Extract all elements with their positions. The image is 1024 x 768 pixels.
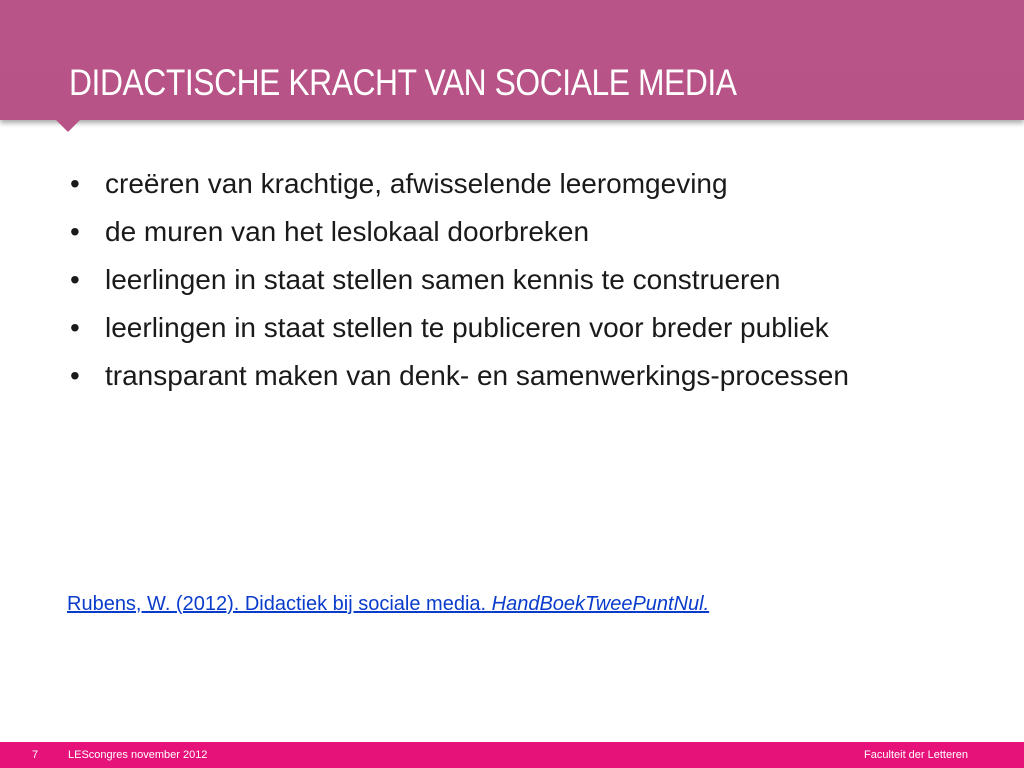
bullet-icon: • xyxy=(70,312,80,343)
list-item xyxy=(64,356,964,396)
bullet-icon: • xyxy=(70,168,80,199)
header-pointer-shape xyxy=(56,120,80,132)
slide-header xyxy=(0,0,1024,120)
bullet-text: leerlingen in staat stellen te publiceren voor breder publiek xyxy=(105,312,829,343)
slide-title: DIDACTISCHE KRACHT VAN SOCIALE MEDIA xyxy=(69,62,737,103)
bullet-list xyxy=(64,164,964,404)
list-item xyxy=(64,260,964,300)
bullet-text: transparant maken van denk- en samenwerkings-processen xyxy=(105,360,849,391)
list-item xyxy=(64,164,964,204)
bullet-icon: • xyxy=(70,216,80,247)
reference-source: HandBoekTweePuntNul. xyxy=(491,593,710,615)
bullet-icon: • xyxy=(70,360,80,391)
slide-number: 7 xyxy=(32,749,39,761)
footer-faculty: Faculteit der Letteren xyxy=(864,749,968,761)
bullet-text: de muren van het leslokaal doorbreken xyxy=(105,216,590,247)
list-item xyxy=(64,308,964,348)
footer-event: LEScongres november 2012 xyxy=(68,749,208,761)
bullet-text: leerlingen in staat stellen samen kennis te construeren xyxy=(105,264,781,295)
list-item xyxy=(64,212,964,252)
bullet-text: creëren van krachtige, afwisselende leeromgeving xyxy=(105,168,728,199)
reference-citation: Rubens, W. (2012). Didactiek bij sociale media. xyxy=(67,593,492,615)
reference-link[interactable] xyxy=(67,593,709,616)
slide-footer xyxy=(0,742,1024,768)
bullet-icon: • xyxy=(70,264,80,295)
